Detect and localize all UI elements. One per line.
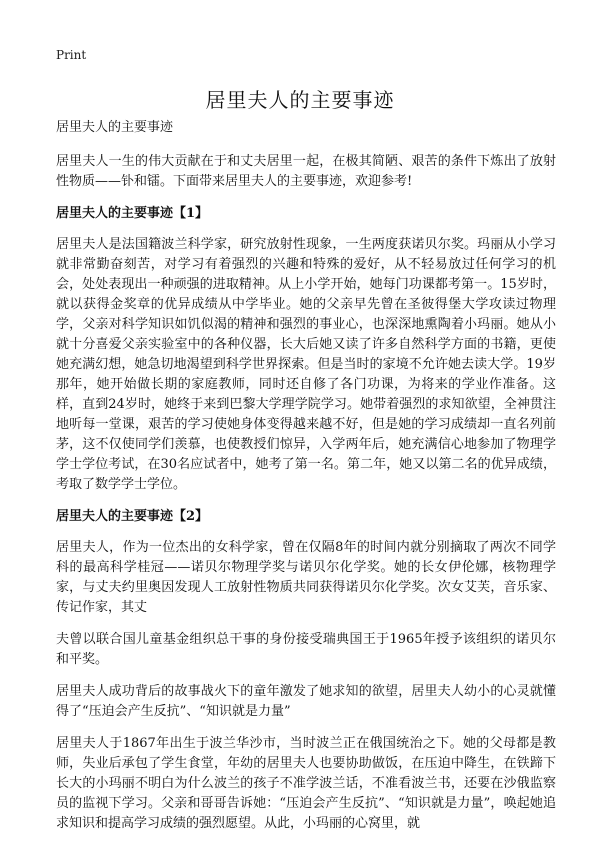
page-title: 居里夫人的主要事迹: [205, 88, 395, 112]
section-2-paragraph: 居里夫人于1867年出生于波兰华沙市，当时波兰正在俄国统治之下。她的父母都是教师，失业后承包了学生食堂，年幼的居里夫人也要协助做饭，在压迫中降生，在铁蹄下长大的小玛丽不明白为什么波兰的孩子不准学波兰话，不准看波兰书，还要在沙俄监察员的监视下学习。父亲和哥哥告诉她：“压迫会产生反抗”、“知识就是力量”，唤起她追求知识和提高学习成绩的强烈愿望。从此，小玛丽的心窝里，就: [56, 736, 556, 831]
section-2-paragraph: 居里夫人成功背后的故事战火下的童年激发了她求知的欲望，居里夫人幼小的心灵就懂得了“压迫会产生反抗”、“知识就是力量”: [56, 684, 556, 719]
intro-paragraph: 居里夫人一生的伟大贡献在于和丈夫居里一起，在极其简陋、艰苦的条件下炼出了放射性物质——钋和镭。下面带来居里夫人的主要事迹，欢迎参考!: [56, 154, 556, 189]
section-1-paragraph: 居里夫人是法国籍波兰科学家，研究放射性现象，一生两度获诺贝尔奖。玛丽从小学习就非常勤奋刻苦，对学习有着强烈的兴趣和特殊的爱好，从不轻易放过任何学习的机会，处处表现出一种顽强的进取精神。从上小学开始，她每门功课都考第一。15岁时，就以获得金奖章的优异成绩从中学毕业。她的父亲早先曾在圣彼得堡大学攻读过物理学，父亲对科学知识如饥似渴的精神和强烈的事业心，也深深地熏陶着小玛丽。她从小就十分喜爱父亲实验室中的各种仪器，长大后她又读了许多自然科学方面的书籍，更使她充满幻想，她急切地渴望到科学世界探索。但是当时的家境不允许她去读大学。19岁那年，她开始做长期的家庭教师，同时还自修了各门功课，为将来的学业作准备。这样，直到24岁时，她终于来到巴黎大学理学院学习。她带着强烈的求知欲望，全神贯注地听每一堂课，艰苦的学习使她身体变得越来越不好，但是她的学习成绩却一直名列前茅，这不仅使同学们羡慕，也使教授们惊异，入学两年后，她充满信心地参加了物理学学士学位考试，在30名应试者中，她考了第一名。第二年，她又以第二名的优异成绩，考取了数学学士学位。: [56, 237, 556, 492]
print-link[interactable]: Print: [56, 48, 87, 62]
section-2-heading: 居里夫人的主要事迹【2】: [56, 509, 209, 524]
section-2-paragraph: 居里夫人，作为一位杰出的女科学家，曾在仅隔8年的时间内就分别摘取了两次不同学科的最高科学桂冠——诺贝尔物理学奖与诺贝尔化学奖。她的长女伊伦娜，核物理学家，与丈夫约里奥因发现人工放射性物质共同获得诺贝尔化学奖。次女艾芙，音乐家、传记作家，其丈: [56, 540, 556, 615]
section-2-paragraph: 夫曾以联合国儿童基金组织总干事的身份接受瑞典国王于1965年授予该组织的诺贝尔和平奖。: [56, 632, 556, 667]
subtitle: 居里夫人的主要事迹: [56, 120, 174, 135]
document-body: [56, 118, 556, 846]
section-1-heading: 居里夫人的主要事迹【1】: [56, 206, 209, 221]
